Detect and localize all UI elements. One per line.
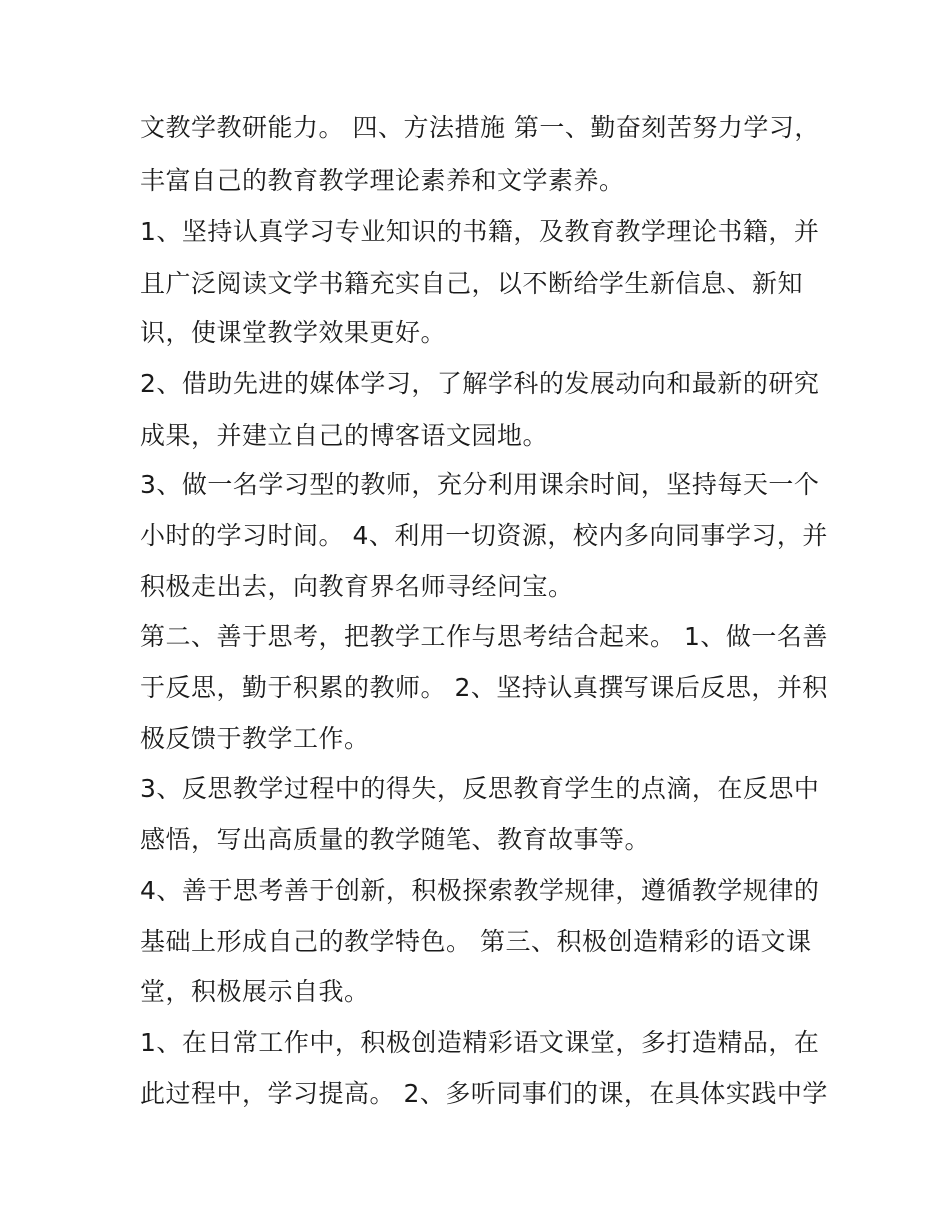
text-line: 识，使课堂教学效果更好。 xyxy=(140,318,447,347)
text-line: 2、借助先进的媒体学习，了解学科的发展动向和最新的研究 xyxy=(140,369,820,398)
text-line: 极反馈于教学工作。 xyxy=(140,724,370,753)
text-line: 此过程中，学习提高。 2、多听同事们的课，在具体实践中学 xyxy=(140,1079,828,1108)
text-line: 小时的学习时间。 4、利用一切资源，校内多向同事学习，并 xyxy=(140,521,828,550)
text-line: 3、做一名学习型的教师，充分利用课余时间，坚持每天一个 xyxy=(140,470,820,499)
text-line: 1、在日常工作中，积极创造精彩语文课堂，多打造精品，在 xyxy=(140,1028,820,1057)
text-line: 感悟，写出高质量的教学随笔、教育故事等。 xyxy=(140,825,651,854)
text-line: 于反思，勤于积累的教师。 2、坚持认真撰写课后反思，并积 xyxy=(140,673,828,702)
text-line: 3、反思教学过程中的得失，反思教育学生的点滴，在反思中 xyxy=(140,774,820,803)
text-line: 堂，积极展示自我。 xyxy=(140,977,370,1006)
text-line: 第二、善于思考，把教学工作与思考结合起来。 1、做一名善 xyxy=(140,622,828,651)
text-line: 1、坚持认真学习专业知识的书籍，及教育教学理论书籍，并 xyxy=(140,217,820,246)
text-line: 4、善于思考善于创新，积极探索教学规律，遵循教学规律的 xyxy=(140,876,820,905)
text-line: 积极走出去，向教育界名师寻经问宝。 xyxy=(140,572,574,601)
text-line: 且广泛阅读文学书籍充实自己，以不断给学生新信息、新知 xyxy=(140,269,804,298)
text-line: 基础上形成自己的教学特色。 第三、积极创造精彩的语文课 xyxy=(140,927,812,956)
text-line: 文教学教研能力。 四、方法措施 第一、勤奋刻苦努力学习， xyxy=(140,113,820,142)
text-line: 成果，并建立自己的博客语文园地。 xyxy=(140,421,549,450)
text-line: 丰富自己的教育教学理论素养和文学素养。 xyxy=(140,166,625,195)
